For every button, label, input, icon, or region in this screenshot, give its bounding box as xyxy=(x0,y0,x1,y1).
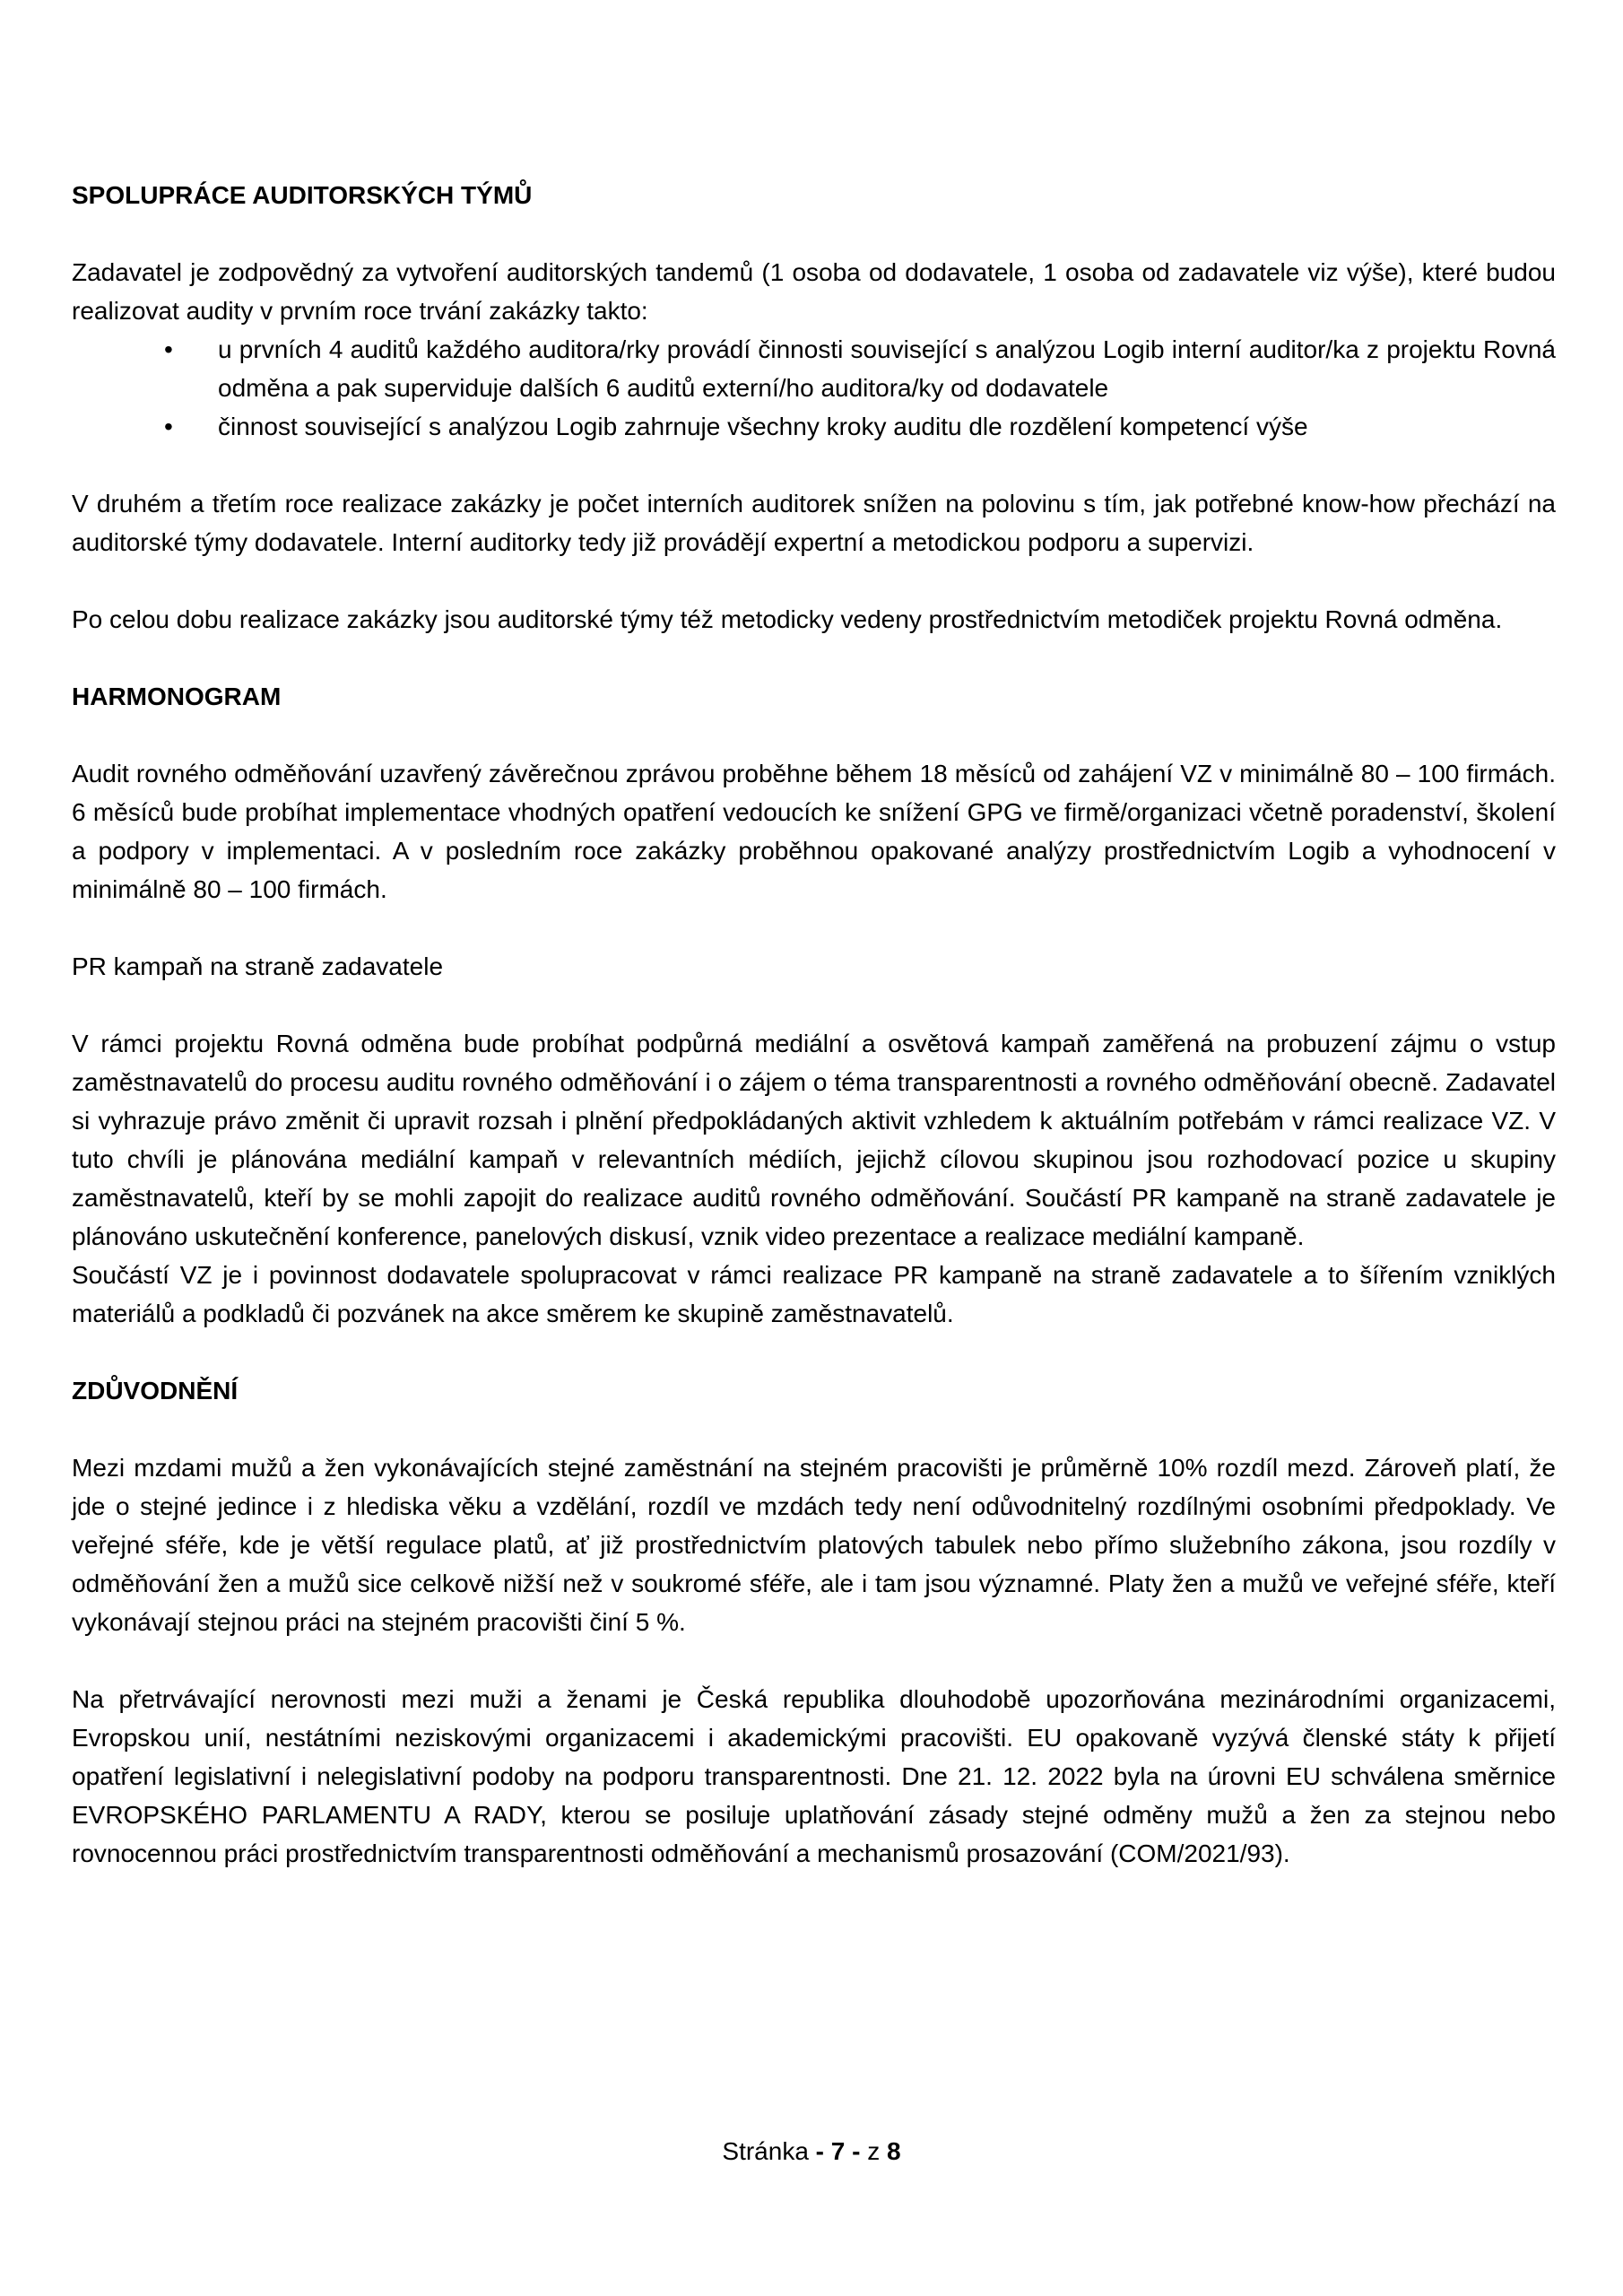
footer-of: z xyxy=(860,2137,888,2165)
paragraph-mezi-mzdami: Mezi mzdami mužů a žen vykonávajících stejné zaměstnání na stejném pracovišti je průměrně 10% rozdíl mezd. Zároveň platí, že jde o stejné jedince i z hlediska věku a vzdělání, rozdíl ve mzdách tedy není odůvodnitelný rozdílnými osobními předpoklady. Ve veřejné sféře, kde je větší regulace platů, ať již prostřednictvím platových tabulek nebo přímo služebního zákona, jsou rozdíly v odměňování žen a mužů sice celkově nižší než v soukromé sféře, ale i tam jsou významné. Platy žen a mužů ve veřejné sféře, kteří vykonávají stejnou práci na stejném pracovišti činí 5 %. xyxy=(72,1454,1556,1636)
bullet-text: činnost související s analýzou Logib zahrnuje všechny kroky auditu dle rozdělení kompetencí výše xyxy=(218,413,1308,440)
document-body xyxy=(72,176,1556,1873)
footer-page-number: - 7 - xyxy=(815,2137,861,2165)
heading-spoluprace-auditorskych-tymu: SPOLUPRÁCE AUDITORSKÝCH TÝMŮ xyxy=(72,181,533,209)
footer-total-pages: 8 xyxy=(887,2137,901,2165)
bullet-list xyxy=(72,330,1556,446)
paragraph-metodicke-vedeni: Po celou dobu realizace zakázky jsou auditorské týmy též metodicky vedeny prostřednictvím metodiček projektu Rovná odměna. xyxy=(72,605,1503,633)
list-item xyxy=(72,407,1556,446)
heading-zduvodneni: ZDŮVODNĚNÍ xyxy=(72,1377,239,1405)
paragraph-soucasti-vz: Součástí VZ je i povinnost dodavatele spolupracovat v rámci realizace PR kampaně na straně zadavatele a to šířením vzniklých materiálů a podkladů či pozvánek na akce směrem ke skupině zaměstnavatelů. xyxy=(72,1261,1556,1327)
footer-label: Stránka xyxy=(722,2137,816,2165)
heading-harmonogram: HARMONOGRAM xyxy=(72,683,282,710)
paragraph-druhy-treti-rok: V druhém a třetím roce realizace zakázky je počet interních auditorek snížen na polovinu s tím, jak potřebné know-how přechází na auditorské týmy dodavatele. Interní auditorky tedy již provádějí expertní a metodickou podporu a supervizi. xyxy=(72,490,1556,556)
list-item xyxy=(72,330,1556,407)
bullet-text: u prvních 4 auditů každého auditora/rky provádí činnosti související s analýzou Logib interní auditor/ka z projektu Rovná odměna a pak superviduje dalších 6 auditů externí/ho auditora/ky od dodavatele xyxy=(218,335,1556,402)
paragraph-audit-harmonogram: Audit rovného odměňování uzavřený závěrečnou zprávou proběhne během 18 měsíců od zahájení VZ v minimálně 80 – 100 firmách. 6 měsíců bude probíhat implementace vhodných opatření vedoucích ke snížení GPG ve firmě/organizaci včetně poradenství, školení a podpory v implementaci. A v posledním roce zakázky proběhnou opakované analýzy prostřednictvím Logib a vyhodnocení v minimálně 80 – 100 firmách. xyxy=(72,760,1556,903)
paragraph-tandemy: Zadavatel je zodpovědný za vytvoření auditorských tandemů (1 osoba od dodavatele, 1 osoba od zadavatele viz výše), které budou realizovat audity v prvním roce trvání zakázky takto: xyxy=(72,258,1556,325)
paragraph-pr-kampan-nadpis: PR kampaň na straně zadavatele xyxy=(72,952,444,980)
paragraph-v-ramci-projektu: V rámci projektu Rovná odměna bude probíhat podpůrná mediální a osvětová kampaň zaměřená na probuzení zájmu o vstup zaměstnavatelů do procesu auditu rovného odměňování i o zájem o téma transparentnosti a rovného odměňování obecně. Zadavatel si vyhrazuje právo změnit či upravit rozsah i plnění předpokládaných aktivit vzhledem k aktuálním potřebám v rámci realizace VZ. V tuto chvíli je plánována mediální kampaň v relevantních médiích, jejichž cílovou skupinou jsou rozhodovací pozice u skupiny zaměstnavatelů, kteří by se mohli zapojit do realizace auditů rovného odměňování. Součástí PR kampaně na straně zadavatele je plánováno uskutečnění konference, panelových diskusí, vznik video prezentace a realizace mediální kampaně. xyxy=(72,1030,1556,1250)
bullet-icon: • xyxy=(164,413,173,440)
bullet-icon: • xyxy=(164,335,173,363)
page-footer xyxy=(0,2132,1623,2170)
paragraph-na-pretrvavajici: Na přetrvávající nerovnosti mezi muži a ženami je Česká republika dlouhodobě upozorňována mezinárodními organizacemi, Evropskou unií, nestátními neziskovými organizacemi i akademickými pracovišti. EU opakovaně vyzývá členské státy k přijetí opatření legislativní i nelegislativní podoby na podporu transparentnosti. Dne 21. 12. 2022 byla na úrovni EU schválena směrnice EVROPSKÉHO PARLAMENTU A RADY, kterou se posiluje uplatňování zásady stejné odměny mužů a žen za stejnou nebo rovnocennou práci prostřednictvím transparentnosti odměňování a mechanismů prosazování (COM/2021/93). xyxy=(72,1685,1556,1867)
